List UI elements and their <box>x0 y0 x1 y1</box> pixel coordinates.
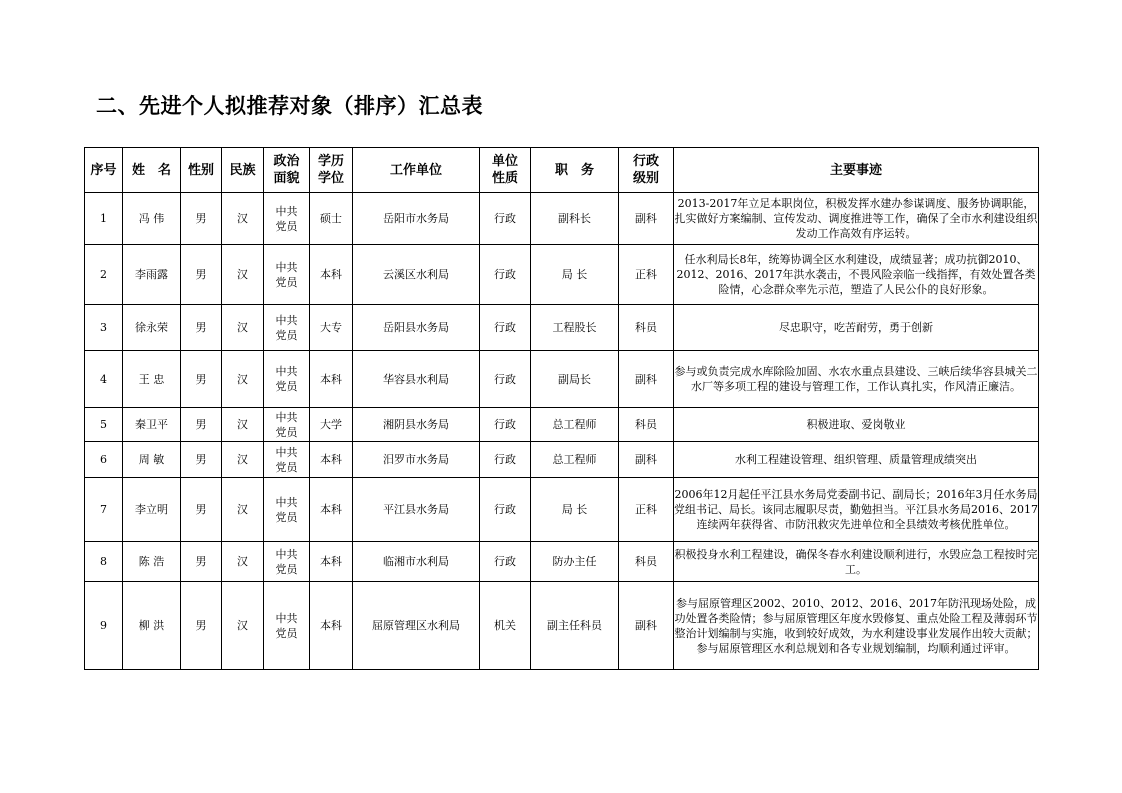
cell-admin-level: 科员 <box>619 305 674 351</box>
cell-admin-level: 副科 <box>619 442 674 478</box>
cell-admin-level: 副科 <box>619 193 674 245</box>
cell-unit-nature: 行政 <box>480 478 531 542</box>
cell-main-deeds: 参与或负责完成水库除险加固、水农水重点县建设、三峡后续华容县城关二水厂等多项工程的建设与管理工作，工作认真扎实，作风清正廉洁。 <box>674 351 1039 408</box>
cell-unit-nature: 机关 <box>480 582 531 670</box>
cell-name: 陈 浩 <box>123 542 181 582</box>
cell-name: 周 敏 <box>123 442 181 478</box>
cell-ethnicity: 汉 <box>222 542 264 582</box>
cell-seq: 8 <box>85 542 123 582</box>
cell-position: 副科长 <box>531 193 619 245</box>
header-seq: 序号 <box>85 148 123 193</box>
header-level-line1: 行政 <box>632 154 659 169</box>
cell-gender: 男 <box>181 542 222 582</box>
cell-position: 局 长 <box>531 478 619 542</box>
cell-work-unit: 云溪区水利局 <box>353 245 480 305</box>
political-line2: 党员 <box>275 328 298 342</box>
cell-education: 本科 <box>310 542 353 582</box>
political-line1: 中共 <box>275 547 298 561</box>
political-line1: 中共 <box>275 204 298 218</box>
cell-unit-nature: 行政 <box>480 305 531 351</box>
cell-position: 总工程师 <box>531 408 619 442</box>
cell-main-deeds: 尽忠职守，吃苦耐劳，勇于创新 <box>674 305 1039 351</box>
cell-seq: 9 <box>85 582 123 670</box>
cell-work-unit: 临湘市水利局 <box>353 542 480 582</box>
cell-seq: 1 <box>85 193 123 245</box>
cell-education: 本科 <box>310 582 353 670</box>
cell-seq: 5 <box>85 408 123 442</box>
cell-political-status <box>264 305 310 351</box>
cell-education: 大学 <box>310 408 353 442</box>
cell-position: 总工程师 <box>531 442 619 478</box>
cell-name: 柳 洪 <box>123 582 181 670</box>
cell-main-deeds: 任水利局长8年，统筹协调全区水利建设，成绩显著；成功抗御2010、2012、2016、2017年洪水袭击，不畏风险亲临一线指挥，有效处置各类险情，心念群众率先示范，塑造了人民公仆的良好形象。 <box>674 245 1039 305</box>
cell-ethnicity: 汉 <box>222 305 264 351</box>
cell-education: 本科 <box>310 478 353 542</box>
header-education <box>310 148 353 193</box>
cell-name: 李立明 <box>123 478 181 542</box>
cell-admin-level: 正科 <box>619 245 674 305</box>
cell-political-status <box>264 408 310 442</box>
header-education-line2: 学位 <box>317 171 344 186</box>
political-line2: 党员 <box>275 510 298 524</box>
political-line1: 中共 <box>275 260 298 274</box>
cell-ethnicity: 汉 <box>222 408 264 442</box>
cell-position: 工程股长 <box>531 305 619 351</box>
cell-admin-level: 科员 <box>619 542 674 582</box>
cell-ethnicity: 汉 <box>222 582 264 670</box>
political-line2: 党员 <box>275 626 298 640</box>
table-row <box>85 408 1039 442</box>
cell-work-unit: 平江县水务局 <box>353 478 480 542</box>
political-line2: 党员 <box>275 380 298 393</box>
cell-position: 副主任科员 <box>531 582 619 670</box>
cell-name: 王 忠 <box>123 351 181 408</box>
cell-name: 李雨露 <box>123 245 181 305</box>
header-name: 姓 名 <box>123 148 181 193</box>
political-line1: 中共 <box>275 495 298 509</box>
cell-education: 硕士 <box>310 193 353 245</box>
political-line1: 中共 <box>275 365 298 378</box>
cell-unit-nature: 行政 <box>480 245 531 305</box>
table-header-row <box>85 148 1039 193</box>
cell-education: 大专 <box>310 305 353 351</box>
cell-unit-nature: 行政 <box>480 351 531 408</box>
cell-education: 本科 <box>310 442 353 478</box>
political-line2: 党员 <box>275 275 298 289</box>
cell-position: 防办主任 <box>531 542 619 582</box>
cell-education: 本科 <box>310 351 353 408</box>
cell-work-unit: 屈原管理区水利局 <box>353 582 480 670</box>
header-nature-line1: 单位 <box>491 154 518 169</box>
cell-main-deeds: 积极投身水利工程建设，确保冬春水利建设顺利进行，水毁应急工程按时完工。 <box>674 542 1039 582</box>
political-line1: 中共 <box>275 313 298 327</box>
cell-admin-level: 科员 <box>619 408 674 442</box>
cell-position: 局 长 <box>531 245 619 305</box>
cell-seq: 4 <box>85 351 123 408</box>
table-row <box>85 478 1039 542</box>
cell-seq: 6 <box>85 442 123 478</box>
cell-main-deeds: 参与屈原管理区2002、2010、2012、2016、2017年防汛现场处险，成功处置各类险情；参与屈原管理区年度水毁修复、重点处险工程及薄弱环节整治计划编制与实施，收到较好成效，为水利建设事业发展作出较大贡献；参与屈原管理区水利总规划和各专业规划编制，均顺利通过评审。 <box>674 582 1039 670</box>
header-unit-nature <box>480 148 531 193</box>
political-line2: 党员 <box>275 425 298 439</box>
cell-political-status <box>264 193 310 245</box>
table-row <box>85 245 1039 305</box>
cell-seq: 7 <box>85 478 123 542</box>
cell-name: 徐永荣 <box>123 305 181 351</box>
table-row <box>85 542 1039 582</box>
cell-work-unit: 华容县水利局 <box>353 351 480 408</box>
cell-gender: 男 <box>181 193 222 245</box>
cell-unit-nature: 行政 <box>480 542 531 582</box>
header-main-deeds: 主要事迹 <box>674 148 1039 193</box>
cell-main-deeds: 水利工程建设管理、组织管理、质量管理成绩突出 <box>674 442 1039 478</box>
cell-unit-nature: 行政 <box>480 193 531 245</box>
cell-ethnicity: 汉 <box>222 351 264 408</box>
cell-main-deeds: 2006年12月起任平江县水务局党委副书记、副局长；2016年3月任水务局党组书记、局长。该同志履职尽责，勤勉担当。平江县水务局2016、2017连续两年获得省、市防汛救灾先进单位和全县绩效考核优胜单位。 <box>674 478 1039 542</box>
cell-ethnicity: 汉 <box>222 245 264 305</box>
cell-admin-level: 正科 <box>619 478 674 542</box>
cell-work-unit: 湘阴县水务局 <box>353 408 480 442</box>
cell-political-status <box>264 442 310 478</box>
political-line1: 中共 <box>275 410 298 424</box>
political-line2: 党员 <box>275 219 298 233</box>
header-education-line1: 学历 <box>317 154 344 169</box>
political-line1: 中共 <box>275 445 298 459</box>
cell-unit-nature: 行政 <box>480 442 531 478</box>
cell-name: 秦卫平 <box>123 408 181 442</box>
cell-work-unit: 岳阳县水务局 <box>353 305 480 351</box>
cell-ethnicity: 汉 <box>222 442 264 478</box>
cell-work-unit: 汨罗市水务局 <box>353 442 480 478</box>
header-level-line2: 级别 <box>632 171 659 186</box>
header-ethnicity: 民族 <box>222 148 264 193</box>
cell-gender: 男 <box>181 305 222 351</box>
table-row <box>85 442 1039 478</box>
candidate-summary-table <box>84 147 1039 670</box>
header-position: 职 务 <box>531 148 619 193</box>
cell-ethnicity: 汉 <box>222 478 264 542</box>
cell-gender: 男 <box>181 582 222 670</box>
political-line2: 党员 <box>275 562 298 576</box>
cell-political-status <box>264 478 310 542</box>
table-row <box>85 582 1039 670</box>
header-political-line1: 政治 <box>273 154 300 169</box>
political-line2: 党员 <box>275 460 298 474</box>
cell-political-status <box>264 245 310 305</box>
cell-main-deeds: 2013-2017年立足本职岗位，积极发挥水建办参谋调度、服务协调职能，扎实做好方案编制、宣传发动、调度推进等工作，确保了全市水利建设组织发动工作高效有序运转。 <box>674 193 1039 245</box>
cell-admin-level: 副科 <box>619 582 674 670</box>
cell-gender: 男 <box>181 351 222 408</box>
cell-unit-nature: 行政 <box>480 408 531 442</box>
cell-seq: 2 <box>85 245 123 305</box>
cell-gender: 男 <box>181 245 222 305</box>
table-row <box>85 193 1039 245</box>
header-gender: 性别 <box>181 148 222 193</box>
header-political-status <box>264 148 310 193</box>
cell-political-status <box>264 351 310 408</box>
cell-admin-level: 副科 <box>619 351 674 408</box>
header-political-line2: 面貌 <box>273 171 300 186</box>
cell-ethnicity: 汉 <box>222 193 264 245</box>
cell-name: 冯 伟 <box>123 193 181 245</box>
cell-position: 副局长 <box>531 351 619 408</box>
table-row <box>85 305 1039 351</box>
page-title: 二、先进个人拟推荐对象（排序）汇总表 <box>96 94 483 118</box>
cell-seq: 3 <box>85 305 123 351</box>
cell-work-unit: 岳阳市水务局 <box>353 193 480 245</box>
table-row <box>85 351 1039 408</box>
cell-main-deeds: 积极进取、爱岗敬业 <box>674 408 1039 442</box>
cell-gender: 男 <box>181 442 222 478</box>
cell-political-status <box>264 542 310 582</box>
political-line1: 中共 <box>275 611 298 625</box>
header-nature-line2: 性质 <box>491 171 518 186</box>
cell-gender: 男 <box>181 408 222 442</box>
header-admin-level <box>619 148 674 193</box>
cell-gender: 男 <box>181 478 222 542</box>
header-work-unit: 工作单位 <box>353 148 480 193</box>
cell-education: 本科 <box>310 245 353 305</box>
cell-political-status <box>264 582 310 670</box>
